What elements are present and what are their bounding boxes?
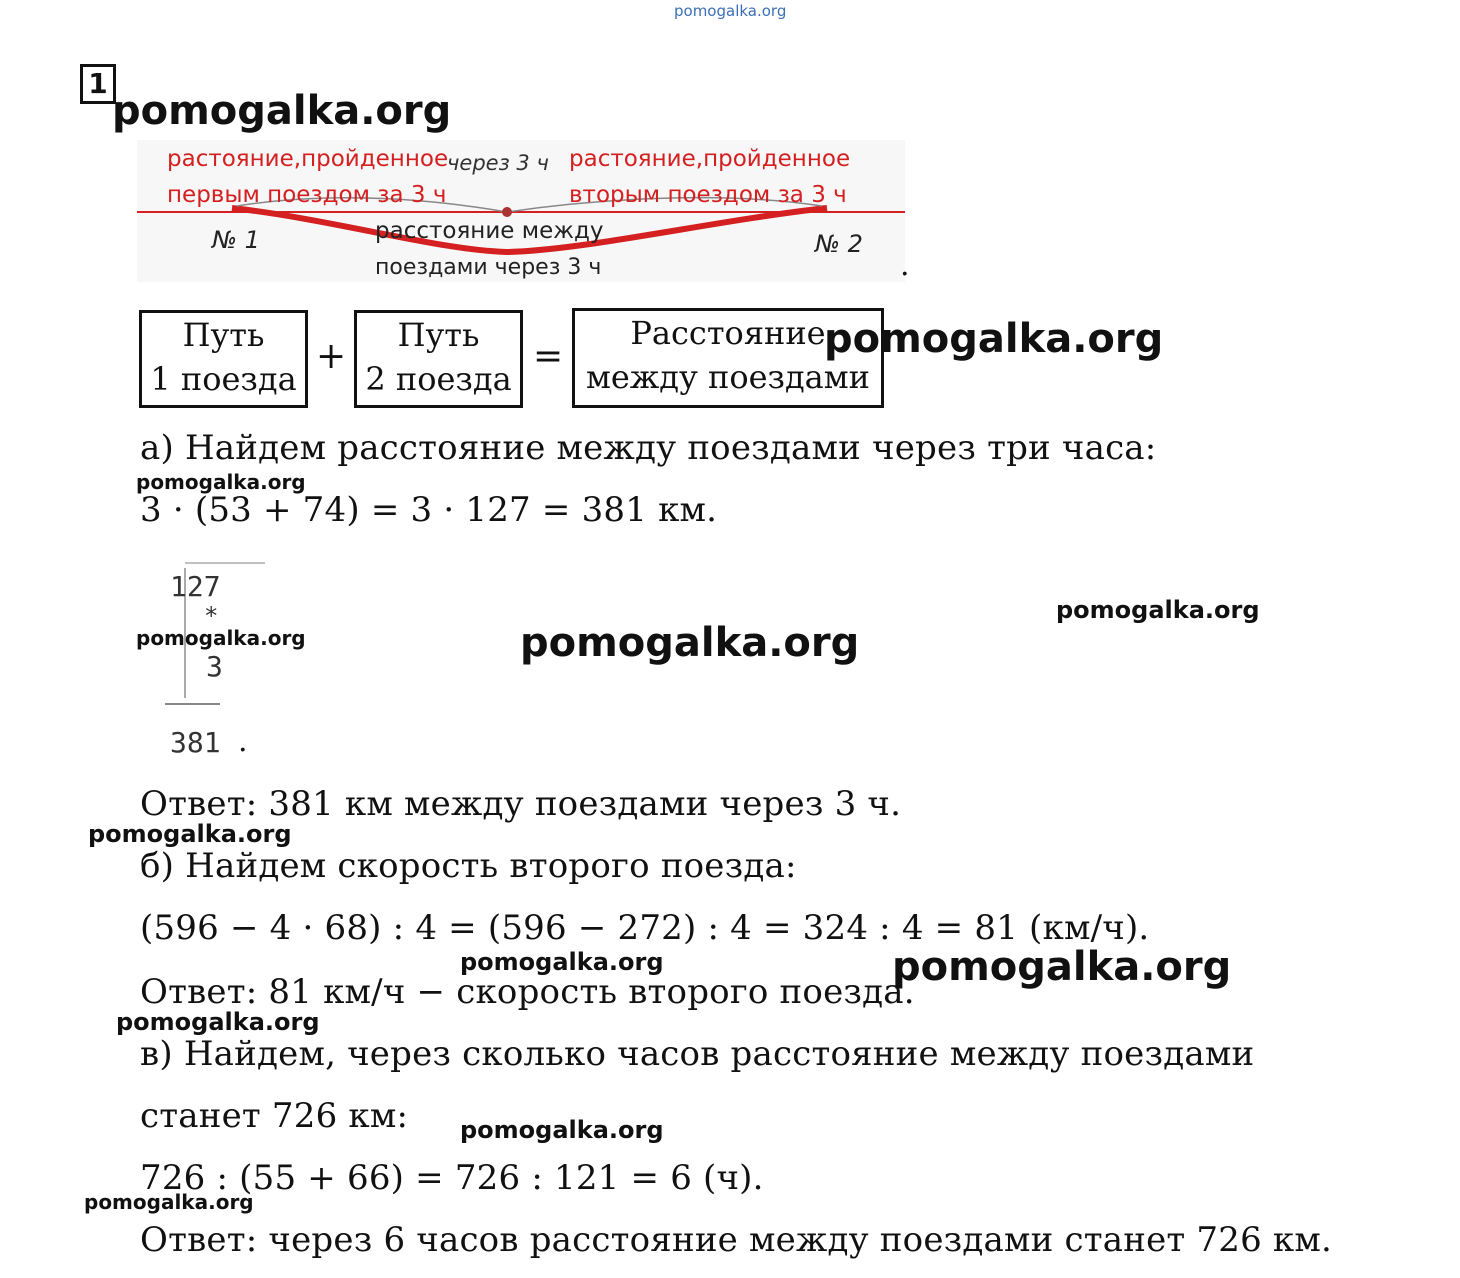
part-a-title: а) Найдем расстояние между поездами через три часа:	[140, 428, 1157, 468]
watermark-c2: pomogalka.org	[84, 1190, 254, 1214]
task-number: 1	[80, 64, 116, 104]
start-point	[502, 207, 512, 217]
label-right-1: растояние,пройденное	[569, 146, 851, 172]
label-train2: № 2	[815, 230, 863, 258]
label-bottom-1: расстояние между	[375, 218, 604, 244]
diagram-svg	[137, 140, 905, 282]
part-c-expr: 726 : (55 + 66) = 726 : 121 = 6 (ч).	[140, 1158, 764, 1198]
diagram-period: .	[900, 248, 910, 283]
column-top: 127	[170, 570, 221, 603]
part-b-answer: Ответ: 81 км/ч − скорость второго поезда.	[140, 972, 915, 1012]
watermark-b3: pomogalka.org	[116, 1008, 320, 1036]
box-path-train2	[354, 310, 523, 408]
column-result: 381	[170, 726, 221, 759]
label-left-2: первым поездом за 3 ч	[167, 182, 447, 208]
column-period: .	[238, 724, 248, 759]
column-mult: 3	[206, 650, 223, 683]
part-b-expr: (596 − 4 · 68) : 4 = (596 − 272) : 4 = 324 : 4 = 81 (км/ч).	[140, 908, 1150, 948]
label-train1: № 1	[212, 226, 260, 254]
label-left-1: растояние,пройденное	[167, 146, 449, 172]
watermark-top: pomogalka.org	[674, 2, 787, 20]
box2-line2: 2 поезда	[365, 360, 512, 398]
box1-line2: 1 поезда	[150, 360, 297, 398]
watermark-boxes: pomogalka.org	[824, 316, 1164, 362]
part-c-answer: Ответ: через 6 часов расстояние между поездами станет 726 км.	[140, 1220, 1333, 1260]
watermark-a3: pomogalka.org	[88, 820, 292, 848]
box3-line1: Расстояние	[630, 314, 826, 352]
watermark-right: pomogalka.org	[1056, 596, 1260, 624]
watermark-center: pomogalka.org	[520, 620, 860, 666]
box3-line2: между поездами	[586, 358, 870, 396]
part-c-title-2: станет 726 км:	[140, 1096, 409, 1136]
watermark-b1: pomogalka.org	[460, 948, 664, 976]
box2-line1: Путь	[397, 316, 480, 354]
equals-sign: =	[533, 336, 564, 377]
part-a-answer: Ответ: 381 км между поездами через 3 ч.	[140, 784, 902, 824]
plus-sign: +	[316, 336, 347, 377]
watermark-c1: pomogalka.org	[460, 1116, 664, 1144]
label-bottom-2: поездами через 3 ч	[375, 255, 602, 280]
box-path-train1	[139, 310, 308, 408]
part-b-title: б) Найдем скорость второго поезда:	[140, 846, 797, 886]
watermark-header: pomogalka.org	[112, 88, 452, 134]
train-diagram	[137, 140, 905, 282]
label-mid: через 3 ч	[447, 151, 549, 175]
watermark-b2: pomogalka.org	[892, 944, 1232, 990]
column-op: *	[204, 602, 219, 630]
label-right-2: вторым поездом за 3 ч	[569, 182, 847, 208]
watermark-a2: pomogalka.org	[136, 626, 306, 650]
part-c-title-1: в) Найдем, через сколько часов расстояние между поездами	[140, 1034, 1255, 1074]
watermark-a1: pomogalka.org	[136, 470, 306, 494]
box1-line1: Путь	[182, 316, 265, 354]
part-a-expr: 3 · (53 + 74) = 3 · 127 = 381 км.	[140, 490, 718, 530]
